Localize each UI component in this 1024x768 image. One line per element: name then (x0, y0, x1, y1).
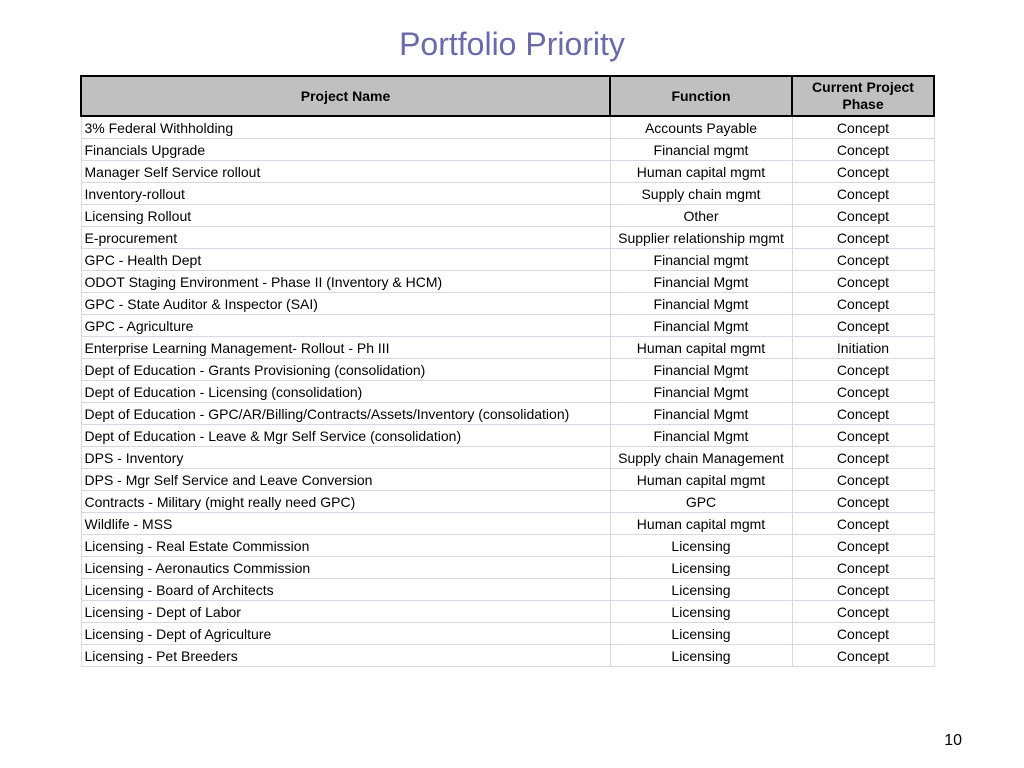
function-cell: Supply chain mgmt (610, 183, 792, 205)
table-row (81, 425, 934, 447)
function-cell: Financial Mgmt (610, 425, 792, 447)
page-number: 10 (944, 732, 962, 749)
project-name-cell: GPC - State Auditor & Inspector (SAI) (81, 293, 610, 315)
function-cell: Financial Mgmt (610, 293, 792, 315)
function-cell: Human capital mgmt (610, 469, 792, 491)
function-cell: Financial Mgmt (610, 359, 792, 381)
phase-cell: Concept (792, 227, 934, 249)
function-cell: Human capital mgmt (610, 337, 792, 359)
phase-cell: Concept (792, 249, 934, 271)
phase-cell: Concept (792, 271, 934, 293)
table-row (81, 183, 934, 205)
phase-cell: Concept (792, 183, 934, 205)
table-row (81, 293, 934, 315)
column-header-function: Function (610, 76, 792, 116)
project-name-cell: Dept of Education - GPC/AR/Billing/Contracts/Assets/Inventory (consolidation) (81, 403, 610, 425)
project-name-cell: Licensing - Real Estate Commission (81, 535, 610, 557)
function-cell: Other (610, 205, 792, 227)
project-name-cell: DPS - Mgr Self Service and Leave Conversion (81, 469, 610, 491)
project-name-cell: Licensing - Pet Breeders (81, 645, 610, 667)
function-cell: Financial Mgmt (610, 381, 792, 403)
project-name-cell: Licensing - Board of Architects (81, 579, 610, 601)
page-title: Portfolio Priority (399, 26, 625, 62)
project-name-cell: E-procurement (81, 227, 610, 249)
function-cell: Financial Mgmt (610, 271, 792, 293)
phase-cell: Concept (792, 579, 934, 601)
table-row (81, 116, 934, 139)
table-row (81, 161, 934, 183)
table-row (81, 623, 934, 645)
table-row (81, 513, 934, 535)
function-cell: Accounts Payable (610, 116, 792, 139)
phase-cell: Concept (792, 623, 934, 645)
table-row (81, 271, 934, 293)
table-row (81, 557, 934, 579)
phase-cell: Concept (792, 557, 934, 579)
table-row (81, 381, 934, 403)
phase-cell: Concept (792, 116, 934, 139)
project-name-cell: GPC - Health Dept (81, 249, 610, 271)
project-name-cell: Contracts - Military (might really need GPC) (81, 491, 610, 513)
function-cell: Supplier relationship mgmt (610, 227, 792, 249)
phase-cell: Concept (792, 315, 934, 337)
function-cell: Supply chain Management (610, 447, 792, 469)
portfolio-table (80, 75, 935, 667)
phase-cell: Concept (792, 139, 934, 161)
project-name-cell: Licensing - Dept of Agriculture (81, 623, 610, 645)
project-name-cell: Wildlife - MSS (81, 513, 610, 535)
table-row (81, 645, 934, 667)
table-row (81, 601, 934, 623)
project-name-cell: Licensing - Aeronautics Commission (81, 557, 610, 579)
phase-cell: Concept (792, 381, 934, 403)
table-row (81, 579, 934, 601)
phase-cell: Initiation (792, 337, 934, 359)
function-cell: Licensing (610, 645, 792, 667)
table-row (81, 403, 934, 425)
function-cell: Licensing (610, 601, 792, 623)
table-header-row (81, 76, 934, 116)
table-body (81, 116, 934, 667)
function-cell: Financial Mgmt (610, 315, 792, 337)
table-row (81, 469, 934, 491)
phase-cell: Concept (792, 513, 934, 535)
project-name-cell: 3% Federal Withholding (81, 116, 610, 139)
function-cell: Licensing (610, 579, 792, 601)
phase-cell: Concept (792, 161, 934, 183)
table-row (81, 337, 934, 359)
phase-cell: Concept (792, 403, 934, 425)
project-name-cell: Enterprise Learning Management- Rollout - Ph III (81, 337, 610, 359)
table-row (81, 315, 934, 337)
phase-cell: Concept (792, 469, 934, 491)
table-row (81, 205, 934, 227)
project-name-cell: Dept of Education - Leave & Mgr Self Service (consolidation) (81, 425, 610, 447)
table-row (81, 491, 934, 513)
phase-cell: Concept (792, 293, 934, 315)
table-row (81, 447, 934, 469)
table-row (81, 227, 934, 249)
project-name-cell: Licensing Rollout (81, 205, 610, 227)
function-cell: Licensing (610, 623, 792, 645)
function-cell: Licensing (610, 535, 792, 557)
column-header-project-name: Project Name (81, 76, 610, 116)
table-row (81, 249, 934, 271)
phase-cell: Concept (792, 359, 934, 381)
project-name-cell: Dept of Education - Licensing (consolidation) (81, 381, 610, 403)
phase-cell: Concept (792, 491, 934, 513)
project-name-cell: Inventory-rollout (81, 183, 610, 205)
project-name-cell: DPS - Inventory (81, 447, 610, 469)
table-row (81, 139, 934, 161)
phase-cell: Concept (792, 645, 934, 667)
phase-cell: Concept (792, 447, 934, 469)
column-header-current-project-phase: Current Project Phase (792, 76, 934, 116)
project-name-cell: Manager Self Service rollout (81, 161, 610, 183)
function-cell: Financial mgmt (610, 249, 792, 271)
phase-cell: Concept (792, 601, 934, 623)
function-cell: Human capital mgmt (610, 161, 792, 183)
project-name-cell: Licensing - Dept of Labor (81, 601, 610, 623)
project-name-cell: Financials Upgrade (81, 139, 610, 161)
phase-cell: Concept (792, 205, 934, 227)
function-cell: Licensing (610, 557, 792, 579)
table-row (81, 535, 934, 557)
function-cell: Financial mgmt (610, 139, 792, 161)
function-cell: Financial Mgmt (610, 403, 792, 425)
project-name-cell: ODOT Staging Environment - Phase II (Inventory & HCM) (81, 271, 610, 293)
project-name-cell: GPC - Agriculture (81, 315, 610, 337)
phase-cell: Concept (792, 535, 934, 557)
table-row (81, 359, 934, 381)
portfolio-table-container (80, 75, 933, 667)
phase-cell: Concept (792, 425, 934, 447)
function-cell: GPC (610, 491, 792, 513)
project-name-cell: Dept of Education - Grants Provisioning (consolidation) (81, 359, 610, 381)
function-cell: Human capital mgmt (610, 513, 792, 535)
